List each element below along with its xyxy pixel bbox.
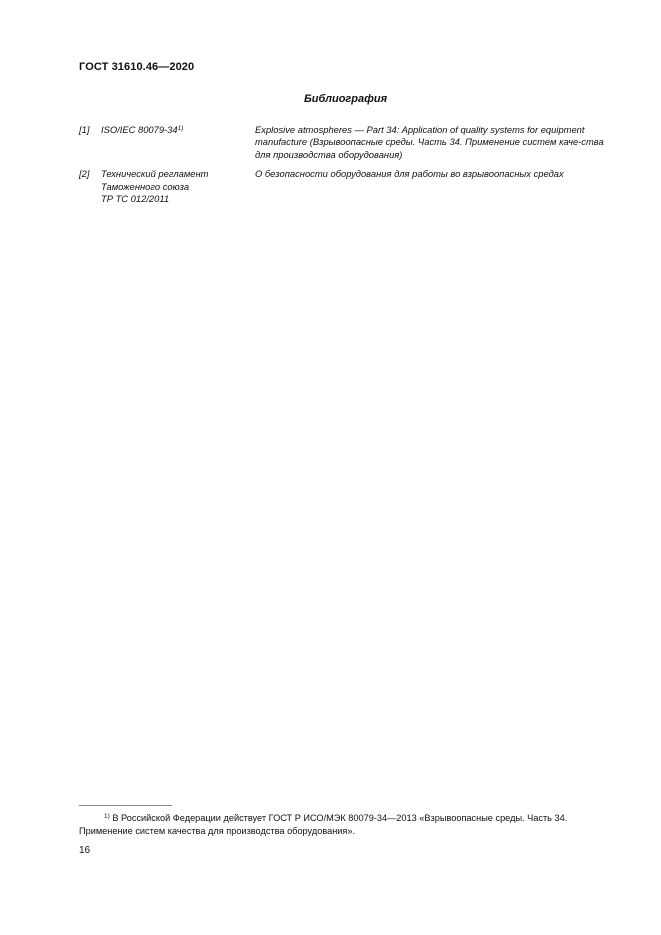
footnote-text-1: В Российской Федерации действует ГОСТ Р ИСО/МЭК 80079-34—2013 «Взрывоопасные среды. Часть 34. — [109, 813, 568, 823]
footnote — [79, 812, 624, 838]
footnote-line-1 — [79, 812, 624, 825]
entry-source — [101, 124, 249, 161]
entry-title: О безопасности оборудования для работы во взрывоопасных средах — [255, 168, 564, 180]
entry-number: [1] — [79, 124, 90, 135]
entry-source — [101, 168, 249, 205]
bibliography-list — [79, 124, 619, 212]
bibliography-entry — [79, 124, 619, 161]
footnote-text-2: Применение систем качества для производства оборудования». — [79, 826, 356, 836]
footnote-reference: 1) — [177, 125, 184, 132]
section-title: Библиография — [303, 93, 388, 105]
bibliography-entry — [79, 168, 619, 205]
entry-number: [2] — [79, 168, 90, 180]
footnote-separator — [79, 805, 172, 806]
entry-source-text: Технический регламент Таможенного союза ТР ТС 012/2011 — [101, 168, 209, 205]
entry-source-text: ISO/IEC 80079-34 — [101, 124, 178, 135]
entry-title: Explosive atmospheres — Part 34: Application of quality systems for equipment manufacture (Взрывоопасные среды. Часть 34. Применение систем каче-ства для производства оборудования) — [255, 124, 604, 160]
page-number: 16 — [79, 845, 91, 856]
footnote-marker: 1) — [104, 813, 110, 820]
document-code: ГОСТ 31610.46—2020 — [79, 61, 195, 73]
